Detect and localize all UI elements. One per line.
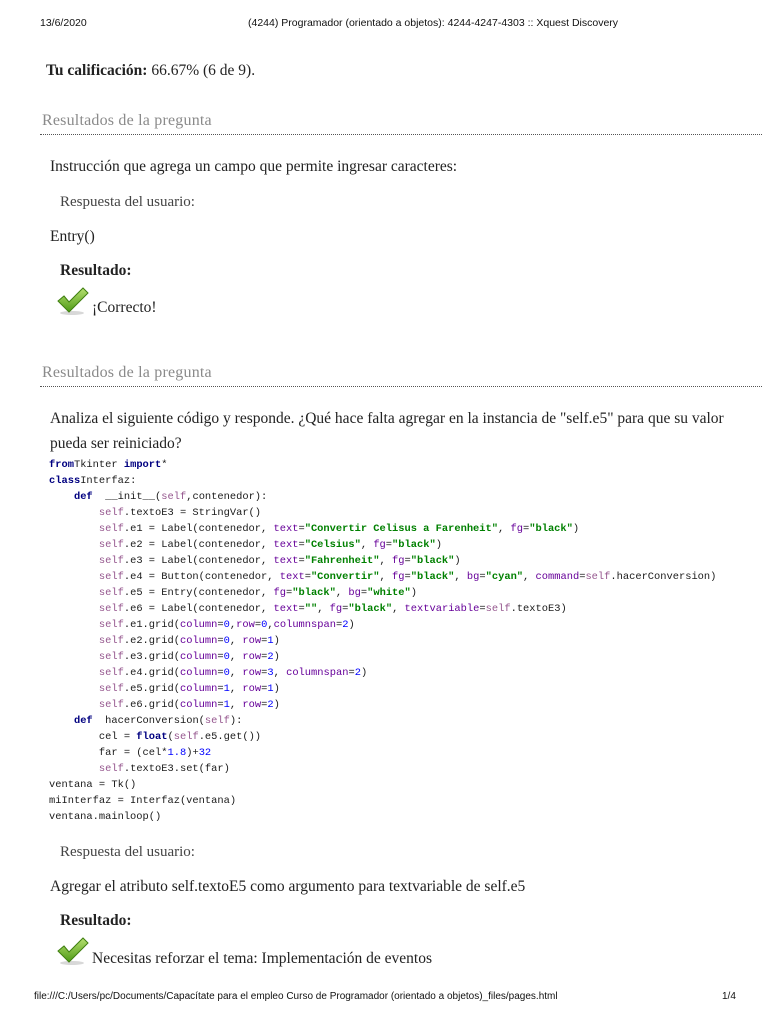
code-line: self.e1 = Label(contenedor, text="Convertir Celisus a Farenheit", fg="black") — [98, 523, 580, 535]
section-divider-2 — [40, 386, 762, 387]
code-line: self.textoE3 = StringVar() — [98, 507, 262, 519]
user-answer-2: Agregar el atributo self.textoE5 como argumento para textvariable de self.e5 — [50, 878, 526, 895]
grade-label: Tu calificación: — [46, 62, 148, 79]
grade-summary — [46, 62, 255, 80]
code-line: self.e3 = Label(contenedor, text="Fahrenheit", fg="black") — [98, 555, 461, 567]
code-line: ventana = Tk() — [49, 779, 137, 791]
code-line: self.e2.grid(column=0, row=1) — [98, 635, 280, 647]
code-line: self.e6 = Label(contenedor, text="", fg="black", textvariable=self.textoE3) — [98, 603, 567, 615]
code-line: classInterfaz: — [49, 475, 137, 487]
print-page-number: 1/4 — [722, 991, 736, 1002]
code-line: self.e4 = Button(contenedor, text="Convertir", fg="black", bg="cyan", command=self.hacerConversion) — [98, 571, 717, 583]
result-text-2: Necesitas reforzar el tema: Implementación de eventos — [92, 950, 432, 967]
section-title-2: Resultados de la pregunta — [42, 364, 212, 381]
code-line: self.e2 = Label(contenedor, text="Celsius", fg="black") — [98, 539, 442, 551]
code-line: self.e3.grid(column=0, row=2) — [98, 651, 280, 663]
print-file-path: file:///C:/Users/pc/Documents/Capacítate para el empleo Curso de Programador (orientado a objetos)_files/pages.html — [34, 991, 558, 1002]
grade-value: 66.67% (6 de 9). — [151, 62, 256, 79]
code-line: def __init__(self,contenedor): — [73, 491, 268, 503]
code-line: self.e1.grid(column=0,row=0,columnspan=2) — [98, 619, 355, 631]
code-line: miInterfaz = Interfaz(ventana) — [49, 795, 237, 807]
code-snippet — [49, 457, 764, 825]
user-response-label-2: Respuesta del usuario: — [60, 844, 195, 860]
code-line: fromTkinter import* — [49, 459, 168, 471]
code-line: cel = float(self.e5.get()) — [49, 731, 262, 743]
result-label-2: Resultado: — [60, 912, 132, 929]
result-label-1: Resultado: — [60, 262, 132, 279]
user-answer-1: Entry() — [50, 228, 95, 245]
checkmark-icon — [56, 286, 90, 316]
question-1-text: Instrucción que agrega un campo que permite ingresar caracteres: — [50, 158, 458, 175]
code-line: self.textoE3.set(far) — [98, 763, 230, 775]
code-line: self.e5.grid(column=1, row=1) — [98, 683, 280, 695]
result-text-1: ¡Correcto! — [92, 299, 157, 316]
checkmark-icon — [56, 936, 90, 966]
code-line: ventana.mainloop() — [49, 811, 162, 823]
code-line: def hacerConversion(self): — [73, 715, 243, 727]
section-divider-1 — [40, 134, 762, 135]
code-line: far = (cel*1.8)+32 — [49, 747, 212, 759]
user-response-label-1: Respuesta del usuario: — [60, 194, 195, 210]
code-line: self.e4.grid(column=0, row=3, columnspan=2) — [98, 667, 368, 679]
code-line: self.e5 = Entry(contenedor, fg="black", bg="white") — [98, 587, 418, 599]
print-date: 13/6/2020 — [40, 17, 87, 29]
print-page-title: (4244) Programador (orientado a objetos): 4244-4247-4303 :: Xquest Discovery — [248, 17, 619, 29]
section-title-1: Resultados de la pregunta — [42, 112, 212, 129]
code-line: self.e6.grid(column=1, row=2) — [98, 699, 280, 711]
question-2-text: Analiza el siguiente código y responde. ¿Qué hace falta agregar en la instancia de "self.e5" para que su valor pueda ser reiniciado? — [50, 410, 724, 452]
